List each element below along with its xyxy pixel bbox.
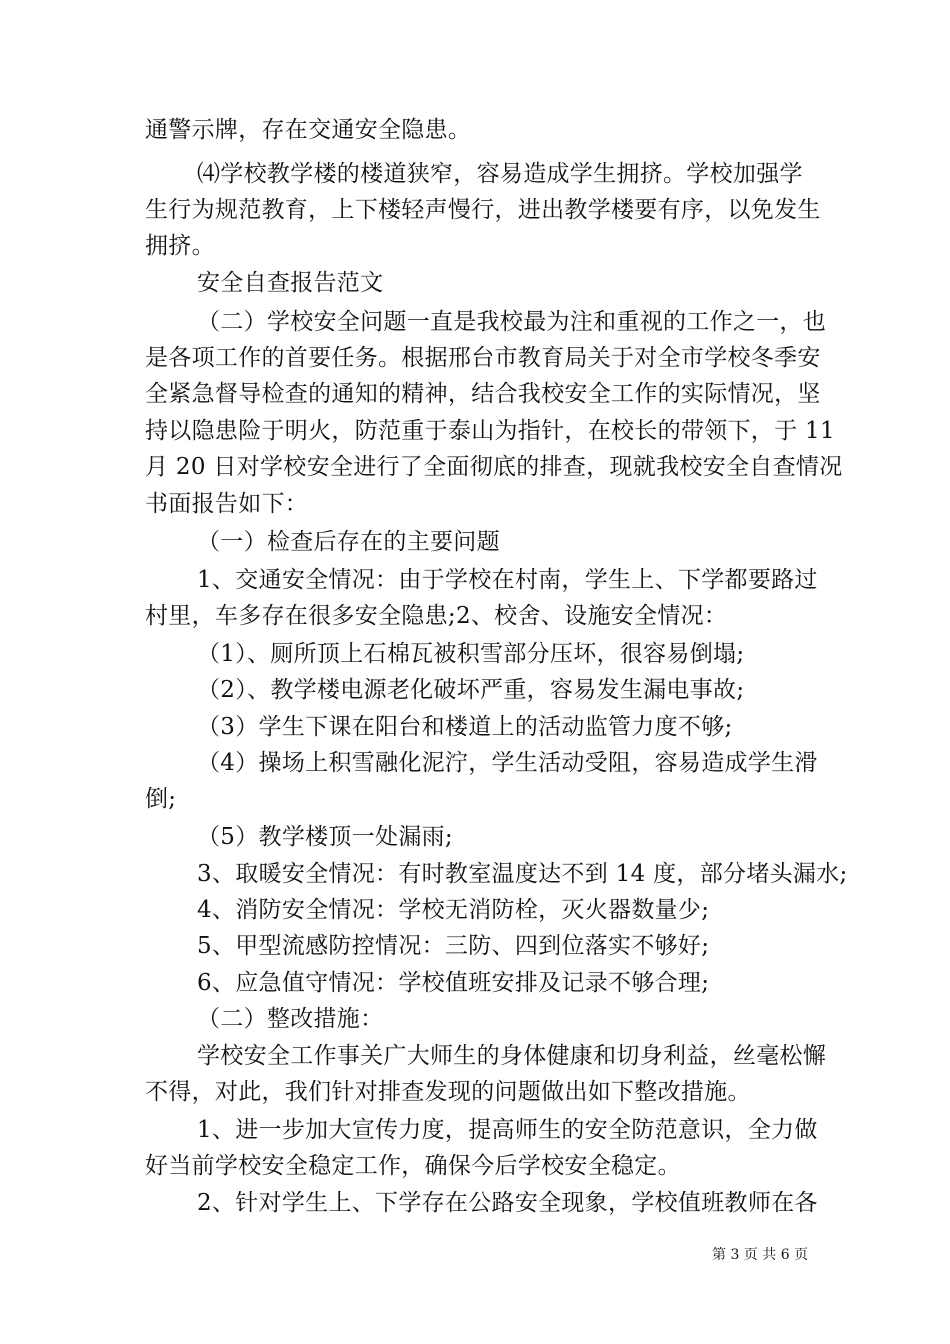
text-line: ⑷学校教学楼的楼道狭窄，容易造成学生拥挤。学校加强学 [197,161,803,187]
list-item: （3）学生下课在阳台和楼道上的活动监管力度不够; [197,714,733,740]
list-item: 5、甲型流感防控情况：三防、四到位落实不够好; [197,933,710,959]
text-line: 生行为规范教育，上下楼轻声慢行，进出教学楼要有序，以免发生 [145,197,821,223]
list-item: 4、消防安全情况：学校无消防栓，灭火器数量少; [197,897,710,923]
text-line: 通警示牌，存在交通安全隐患。 [145,117,472,143]
subheading: （一）检查后存在的主要问题 [197,529,500,555]
text-line: 是各项工作的首要任务。根据邢台市教育局关于对全市学校冬季安 [145,345,821,371]
text-line: 持以隐患险于明火，防范重于泰山为指针，在校长的带领下，于 11 [145,418,835,444]
list-item: 6、应急值守情况：学校值班安排及记录不够合理; [197,970,710,996]
page-number: 第 3 页 共 6 页 [712,1247,809,1263]
text-line: 好当前学校安全稳定工作，确保今后学校安全稳定。 [145,1153,681,1179]
list-item: （5）教学楼顶一处漏雨; [197,824,453,850]
list-item: 3、取暖安全情况：有时教室温度达不到 14 度，部分堵头漏水; [197,861,848,887]
list-item: （2）、教学楼电源老化破坏严重，容易发生漏电事故; [197,677,745,703]
text-line: 1、交通安全情况：由于学校在村南，学生上、下学都要路过 [197,567,818,593]
text-line: 倒; [145,786,177,812]
text-line: 书面报告如下： [145,491,309,517]
text-line: 全紧急督导检查的通知的精神，结合我校安全工作的实际情况，坚 [145,381,821,407]
list-item: （4）操场上积雪融化泥泞，学生活动受阻，容易造成学生滑 [197,750,818,776]
text-line: 不得，对此，我们针对排查发现的问题做出如下整改措施。 [145,1079,751,1105]
section-title: 安全自查报告范文 [197,270,384,296]
text-line: 2、针对学生上、下学存在公路安全现象，学校值班教师在各 [197,1190,818,1216]
text-line: 学校安全工作事关广大师生的身体健康和切身利益，丝毫松懈 [197,1043,827,1069]
subheading: （二）整改措施： [197,1006,384,1032]
text-line: 拥挤。 [145,233,215,259]
text-line: 村里，车多存在很多安全隐患;2、校舍、设施安全情况： [145,603,728,629]
text-line: 1、进一步加大宣传力度，提高师生的安全防范意识，全力做 [197,1117,818,1143]
text-line: 月 20 日对学校安全进行了全面彻底的排查，现就我校安全自查情况 [145,454,843,480]
text-line: （二）学校安全问题一直是我校最为注和重视的工作之一，也 [197,309,827,335]
list-item: （1）、厕所顶上石棉瓦被积雪部分压坏，很容易倒塌; [197,641,745,667]
